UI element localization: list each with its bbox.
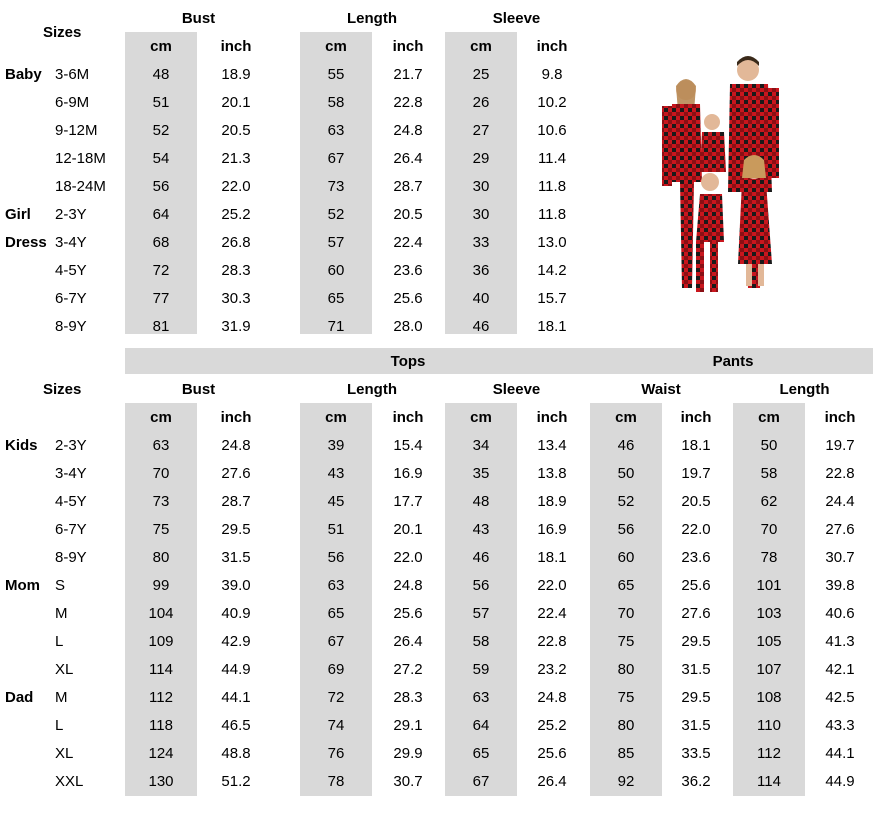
- table-cell: 56: [472, 577, 490, 594]
- table-cell: 80: [617, 717, 635, 734]
- table-cell: 101: [756, 577, 782, 594]
- table-cell: 30: [472, 206, 490, 223]
- table-cell: 58: [760, 465, 778, 482]
- section-pants: Pants: [712, 353, 754, 370]
- table-cell: 31.5: [681, 661, 711, 678]
- table-cell: 44.9: [825, 773, 855, 790]
- table-cell: 39.8: [825, 577, 855, 594]
- table-cell: 112: [757, 745, 781, 762]
- table-cell: 70: [617, 605, 635, 622]
- group-header: Length: [347, 10, 397, 27]
- table-cell: 75: [617, 689, 635, 706]
- table-cell: 22.0: [681, 521, 711, 538]
- table-cell: 23.6: [393, 262, 423, 279]
- table-cell: 73: [327, 178, 345, 195]
- group-header: Length: [347, 381, 397, 398]
- table-cell: 9.8: [541, 66, 563, 83]
- table-cell: 22.8: [393, 94, 423, 111]
- table-cell: 35: [472, 465, 490, 482]
- table-cell: 13.0: [537, 234, 567, 251]
- table-cell: 56: [327, 549, 345, 566]
- group-header: Waist: [641, 381, 681, 398]
- row-group-label: Dress: [5, 234, 47, 251]
- table-cell: 72: [327, 689, 345, 706]
- table-cell: 29.1: [393, 717, 423, 734]
- table-cell: 29: [472, 150, 490, 167]
- table-cell: 58: [327, 94, 345, 111]
- table-cell: 46.5: [221, 717, 251, 734]
- table-cell: 62: [760, 493, 778, 510]
- table-cell: 40.6: [825, 605, 855, 622]
- size-label: 2-3Y: [55, 206, 87, 223]
- table-cell: 130: [148, 773, 174, 790]
- unit-header-cm: cm: [150, 38, 172, 55]
- table-cell: 44.9: [221, 661, 251, 678]
- size-label: XXL: [55, 773, 84, 790]
- table-cell: 74: [327, 717, 345, 734]
- table-cell: 36: [472, 262, 490, 279]
- size-label: 6-7Y: [55, 521, 87, 538]
- table-cell: 65: [327, 605, 345, 622]
- table-cell: 42.1: [825, 661, 855, 678]
- table-cell: 71: [327, 318, 345, 335]
- table-cell: 19.7: [825, 437, 855, 454]
- table-cell: 39.0: [221, 577, 251, 594]
- unit-header-cm: cm: [758, 409, 780, 426]
- table-cell: 11.8: [537, 178, 567, 195]
- table-cell: 30: [472, 178, 490, 195]
- table-cell: 33: [472, 234, 490, 251]
- table-cell: 11.8: [537, 206, 567, 223]
- row-group-label: Mom: [5, 577, 40, 594]
- table-cell: 92: [617, 773, 635, 790]
- table-cell: 25.6: [537, 745, 567, 762]
- table-cell: 63: [327, 577, 345, 594]
- table-cell: 42.9: [221, 633, 251, 650]
- table-cell: 56: [152, 178, 170, 195]
- table-cell: 16.9: [393, 465, 423, 482]
- table-cell: 24.4: [825, 493, 855, 510]
- table-cell: 63: [152, 437, 170, 454]
- table-cell: 30.7: [393, 773, 423, 790]
- table-cell: 54: [152, 150, 170, 167]
- table-cell: 25.6: [393, 605, 423, 622]
- table-cell: 75: [152, 521, 170, 538]
- table-cell: 33.5: [681, 745, 711, 762]
- table-cell: 48.8: [221, 745, 251, 762]
- table-cell: 30.3: [221, 290, 251, 307]
- unit-header-cm: cm: [325, 38, 347, 55]
- table-cell: 13.8: [537, 465, 567, 482]
- size-label: 8-9Y: [55, 318, 87, 335]
- table-cell: 43: [327, 465, 345, 482]
- table-cell: 57: [472, 605, 490, 622]
- table-cell: 48: [472, 493, 490, 510]
- table-cell: 27.6: [681, 605, 711, 622]
- table-cell: 15.7: [537, 290, 567, 307]
- table-cell: 77: [152, 290, 170, 307]
- table-cell: 44.1: [221, 689, 251, 706]
- unit-header-inch: inch: [680, 409, 712, 426]
- group-header: Bust: [181, 381, 216, 398]
- table-cell: 104: [148, 605, 174, 622]
- table-cell: 65: [617, 577, 635, 594]
- table-cell: 19.7: [681, 465, 711, 482]
- table-cell: 64: [472, 717, 490, 734]
- table-cell: 31.9: [221, 318, 251, 335]
- table-cell: 21.7: [393, 66, 423, 83]
- table-cell: 112: [149, 689, 173, 706]
- table-cell: 63: [472, 689, 490, 706]
- table-cell: 26: [472, 94, 490, 111]
- table-cell: 17.7: [393, 493, 423, 510]
- table-cell: 29.5: [221, 521, 251, 538]
- table-cell: 31.5: [681, 717, 711, 734]
- table-cell: 14.2: [537, 262, 567, 279]
- size-label: 6-9M: [55, 94, 90, 111]
- table-cell: 43.3: [825, 717, 855, 734]
- table-cell: 59: [472, 661, 490, 678]
- table-cell: 44.1: [825, 745, 855, 762]
- table-cell: 72: [152, 262, 170, 279]
- row-group-label: Dad: [5, 689, 34, 706]
- table-cell: 25.2: [221, 206, 251, 223]
- unit-header-inch: inch: [536, 38, 568, 55]
- table-cell: 43: [472, 521, 490, 538]
- table-cell: 51: [152, 94, 170, 111]
- table-cell: 25.2: [537, 717, 567, 734]
- table-cell: 25.6: [681, 577, 711, 594]
- size-label: 6-7Y: [55, 290, 87, 307]
- size-label: M: [55, 689, 68, 706]
- table-cell: 78: [760, 549, 778, 566]
- row-group-label: Kids: [5, 437, 38, 454]
- table-cell: 18.9: [537, 493, 567, 510]
- table-cell: 15.4: [393, 437, 423, 454]
- table-cell: 57: [327, 234, 345, 251]
- table-cell: 23.2: [537, 661, 567, 678]
- table-cell: 29.5: [681, 633, 711, 650]
- table-cell: 70: [760, 521, 778, 538]
- table-cell: 20.5: [393, 206, 423, 223]
- size-label: 3-4Y: [55, 234, 87, 251]
- table-cell: 28.7: [393, 178, 423, 195]
- table-cell: 31.5: [221, 549, 251, 566]
- size-label: S: [55, 577, 66, 594]
- table-cell: 85: [617, 745, 635, 762]
- table-cell: 103: [756, 605, 782, 622]
- table-cell: 105: [756, 633, 782, 650]
- size-label: 9-12M: [55, 122, 98, 139]
- table-cell: 109: [148, 633, 174, 650]
- table-cell: 70: [152, 465, 170, 482]
- table-cell: 68: [152, 234, 170, 251]
- table-cell: 114: [757, 773, 781, 790]
- table-cell: 41.3: [825, 633, 855, 650]
- table-cell: 25: [472, 66, 490, 83]
- size-label: XL: [55, 661, 74, 678]
- table-cell: 73: [152, 493, 170, 510]
- unit-header-cm: cm: [470, 38, 492, 55]
- table-cell: 24.8: [393, 122, 423, 139]
- size-label: L: [55, 717, 64, 734]
- table-cell: 16.9: [537, 521, 567, 538]
- table-cell: 29.9: [393, 745, 423, 762]
- table-cell: 65: [472, 745, 490, 762]
- table-cell: 67: [327, 633, 345, 650]
- table-cell: 24.8: [537, 689, 567, 706]
- table-cell: 11.4: [537, 150, 567, 167]
- table-cell: 28.3: [393, 689, 423, 706]
- table-cell: 40.9: [221, 605, 251, 622]
- row-group-label: Girl: [5, 206, 31, 223]
- table-cell: 48: [152, 66, 170, 83]
- table-cell: 46: [472, 549, 490, 566]
- size-label: 3-6M: [55, 66, 90, 83]
- table-cell: 39: [327, 437, 345, 454]
- table-cell: 22.8: [825, 465, 855, 482]
- table-cell: 50: [617, 465, 635, 482]
- table-cell: 25.6: [393, 290, 423, 307]
- table-cell: 107: [756, 661, 782, 678]
- table-cell: 18.9: [221, 66, 251, 83]
- table-cell: 10.6: [537, 122, 567, 139]
- table-cell: 46: [617, 437, 635, 454]
- table-cell: 75: [617, 633, 635, 650]
- table-cell: 78: [327, 773, 345, 790]
- table-cell: 51.2: [221, 773, 251, 790]
- table-cell: 108: [756, 689, 782, 706]
- size-label: M: [55, 605, 68, 622]
- table-cell: 13.4: [537, 437, 567, 454]
- table-cell: 69: [327, 661, 345, 678]
- table-cell: 50: [760, 437, 778, 454]
- group-header: Length: [779, 381, 830, 398]
- table-cell: 26.4: [393, 633, 423, 650]
- table-cell: 81: [152, 318, 170, 335]
- table-cell: 60: [327, 262, 345, 279]
- table-cell: 28.0: [393, 318, 423, 335]
- table-cell: 23.6: [681, 549, 711, 566]
- table-cell: 28.7: [221, 493, 251, 510]
- table-cell: 55: [327, 66, 345, 83]
- table-cell: 18.1: [681, 437, 711, 454]
- table-cell: 20.5: [681, 493, 711, 510]
- row-group-label: Baby: [5, 66, 42, 83]
- table-cell: 52: [152, 122, 170, 139]
- sizes-label: Sizes: [43, 381, 82, 398]
- table-cell: 124: [148, 745, 174, 762]
- table-cell: 27.2: [393, 661, 423, 678]
- table-cell: 52: [327, 206, 345, 223]
- table-cell: 110: [757, 717, 781, 734]
- table-cell: 29.5: [681, 689, 711, 706]
- size-label: 4-5Y: [55, 262, 87, 279]
- table-cell: 36.2: [681, 773, 711, 790]
- size-label: XL: [55, 745, 74, 762]
- table-cell: 21.3: [221, 150, 251, 167]
- size-label: 4-5Y: [55, 493, 87, 510]
- table-cell: 42.5: [825, 689, 855, 706]
- table-cell: 80: [617, 661, 635, 678]
- size-label: 18-24M: [55, 178, 106, 195]
- table-cell: 76: [327, 745, 345, 762]
- table-cell: 22.0: [393, 549, 423, 566]
- group-header: Sleeve: [492, 381, 541, 398]
- table-cell: 26.8: [221, 234, 251, 251]
- table-cell: 22.0: [537, 577, 567, 594]
- table-cell: 67: [472, 773, 490, 790]
- unit-header-cm: cm: [615, 409, 637, 426]
- unit-header-inch: inch: [220, 38, 252, 55]
- table-cell: 20.1: [393, 521, 423, 538]
- unit-header-inch: inch: [392, 38, 424, 55]
- table-cell: 60: [617, 549, 635, 566]
- size-label: 3-4Y: [55, 465, 87, 482]
- table-cell: 27: [472, 122, 490, 139]
- table-cell: 18.1: [537, 318, 567, 335]
- table-cell: 22.4: [537, 605, 567, 622]
- table-cell: 99: [152, 577, 170, 594]
- size-label: 12-18M: [55, 150, 106, 167]
- table-cell: 114: [149, 661, 173, 678]
- size-label: 8-9Y: [55, 549, 87, 566]
- unit-header-cm: cm: [150, 409, 172, 426]
- table-cell: 24.8: [221, 437, 251, 454]
- unit-header-cm: cm: [470, 409, 492, 426]
- size-label: L: [55, 633, 64, 650]
- table-cell: 28.3: [221, 262, 251, 279]
- table-cell: 26.4: [393, 150, 423, 167]
- table-cell: 46: [472, 318, 490, 335]
- table-cell: 34: [472, 437, 490, 454]
- table-cell: 26.4: [537, 773, 567, 790]
- table-cell: 64: [152, 206, 170, 223]
- table-cell: 10.2: [537, 94, 567, 111]
- unit-header-inch: inch: [220, 409, 252, 426]
- table-cell: 58: [472, 633, 490, 650]
- table-cell: 67: [327, 150, 345, 167]
- table-cell: 18.1: [537, 549, 567, 566]
- size-label: 2-3Y: [55, 437, 87, 454]
- family-pajamas-photo: [648, 52, 796, 298]
- section-tops: Tops: [390, 353, 426, 370]
- table-cell: 20.1: [221, 94, 251, 111]
- sizes-label: Sizes: [43, 24, 82, 41]
- table-cell: 30.7: [825, 549, 855, 566]
- table-cell: 45: [327, 493, 345, 510]
- table-cell: 65: [327, 290, 345, 307]
- table-cell: 63: [327, 122, 345, 139]
- table-cell: 56: [617, 521, 635, 538]
- unit-header-inch: inch: [536, 409, 568, 426]
- table-cell: 27.6: [221, 465, 251, 482]
- unit-header-inch: inch: [392, 409, 424, 426]
- table-cell: 22.4: [393, 234, 423, 251]
- table-cell: 51: [327, 521, 345, 538]
- unit-header-inch: inch: [824, 409, 856, 426]
- table-cell: 27.6: [825, 521, 855, 538]
- table-cell: 20.5: [221, 122, 251, 139]
- table-cell: 40: [472, 290, 490, 307]
- unit-header-cm: cm: [325, 409, 347, 426]
- group-header: Bust: [181, 10, 216, 27]
- table-cell: 22.0: [221, 178, 251, 195]
- table-cell: 24.8: [393, 577, 423, 594]
- group-header: Sleeve: [492, 10, 541, 27]
- table-cell: 118: [149, 717, 173, 734]
- table-cell: 52: [617, 493, 635, 510]
- table-cell: 22.8: [537, 633, 567, 650]
- table-cell: 80: [152, 549, 170, 566]
